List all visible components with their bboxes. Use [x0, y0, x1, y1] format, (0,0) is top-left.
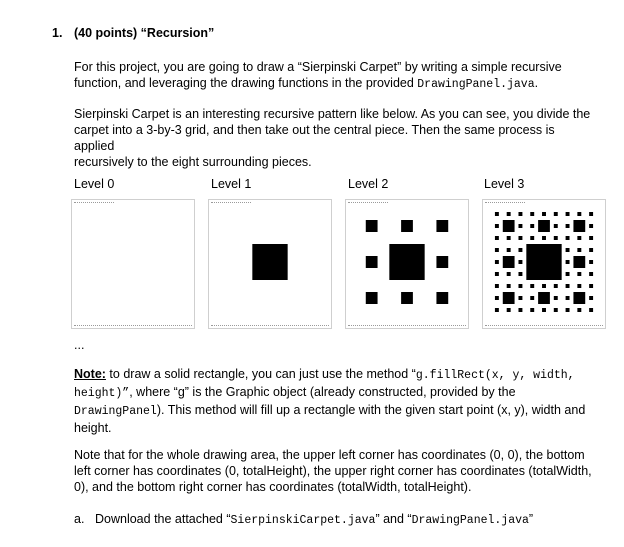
description-line-2: carpet into a 3-by-3 grid, and then take out the central piece. Then the same process is applied [74, 123, 555, 153]
carpet-square [507, 236, 511, 240]
carpet-square [252, 244, 287, 280]
intro-paragraph [74, 59, 594, 93]
carpet-square [589, 236, 593, 240]
carpet-square [566, 272, 570, 276]
carpet-square [518, 248, 522, 252]
carpet-square [554, 236, 558, 240]
carpet-square [566, 236, 570, 240]
carpet-square [589, 284, 593, 288]
carpet-square [573, 256, 585, 268]
carpet-square [566, 248, 570, 252]
carpet-panel-level-3 [482, 199, 606, 329]
intro-line-2: function, and leveraging the drawing functions in the provided DrawingPanel.java. [74, 76, 539, 91]
carpet-panel-level-2 [345, 199, 469, 329]
carpet-square [436, 256, 448, 268]
carpet-square [573, 220, 585, 232]
note-line-1: Note: to draw a solid rectangle, you can just use the method “g.fillRect(x, y, width, [74, 367, 575, 382]
fillrect-code: g.fillRect(x, y, width, [415, 369, 575, 382]
carpet-square [495, 248, 499, 252]
carpet-square [542, 308, 546, 312]
carpet-square [507, 248, 511, 252]
carpet-square [503, 220, 515, 232]
carpet-square [389, 244, 424, 280]
carpet-square [554, 284, 558, 288]
carpet-square [577, 308, 581, 312]
carpet-square [530, 284, 534, 288]
carpet-square [518, 272, 522, 276]
carpet-square [530, 224, 534, 228]
carpet-panel-level-1 [208, 199, 332, 329]
carpet-square [530, 308, 534, 312]
carpet-panel-level-0 [71, 199, 195, 329]
coords-line-3: 0), and the bottom right corner has coordinates (totalWidth, totalHeight). [74, 480, 472, 494]
carpet-square [573, 292, 585, 304]
carpet-square [538, 292, 550, 304]
carpet-square [577, 272, 581, 276]
carpet-square [495, 260, 499, 264]
drawingpanel-code: DrawingPanel.java [417, 78, 535, 91]
drawingpanel-file-code: DrawingPanel.java [411, 514, 529, 527]
carpet-square [495, 296, 499, 300]
carpet-square [589, 260, 593, 264]
carpet-square [589, 308, 593, 312]
carpet-square [566, 284, 570, 288]
carpet-square [526, 244, 561, 280]
carpet-square [554, 296, 558, 300]
carpet-square [589, 248, 593, 252]
carpet-square [518, 284, 522, 288]
carpet-square [554, 308, 558, 312]
carpet-square [589, 272, 593, 276]
task-a-text: Download the attached “SierpinskiCarpet.java” and “DrawingPanel.java” [95, 512, 534, 527]
carpet-square [401, 292, 413, 304]
carpet-drawing-0 [80, 208, 186, 316]
carpet-square [436, 220, 448, 232]
coords-line-1: Note that for the whole drawing area, the upper left corner has coordinates (0, 0), the bottom [74, 448, 585, 462]
carpet-square [566, 308, 570, 312]
carpet-square [530, 236, 534, 240]
panel-title-bar [211, 202, 251, 206]
description-line-1: Sierpinski Carpet is an interesting recursive pattern like below. As you can see, you divide the [74, 107, 591, 121]
description-line-3: recursively to the eight surrounding pieces. [74, 155, 312, 169]
carpet-drawing-3 [491, 208, 597, 316]
panel-title-bar [348, 202, 388, 206]
note-label: Note: [74, 367, 106, 381]
carpet-square [518, 236, 522, 240]
ellipsis: ... [74, 338, 85, 352]
carpet-square [518, 296, 522, 300]
carpet-square [495, 224, 499, 228]
carpet-square [495, 212, 499, 216]
carpet-square [507, 212, 511, 216]
carpet-square [507, 308, 511, 312]
carpet-square [542, 236, 546, 240]
note-paragraph [74, 366, 604, 436]
note-line-2: height)”, where “g” is the Graphic object (already constructed, provided by the [74, 385, 516, 400]
level-label-0: Level 0 [74, 177, 115, 191]
carpet-square [366, 256, 378, 268]
question-number: 1. [52, 26, 63, 40]
carpet-square [503, 256, 515, 268]
panel-status-bar [485, 321, 603, 326]
carpet-square [589, 212, 593, 216]
coords-line-2: left corner has coordinates (0, totalHeight), the upper right corner has coordinates (totalWidth, [74, 464, 592, 478]
carpet-square [503, 292, 515, 304]
carpet-drawing-2 [354, 208, 460, 316]
carpet-square [577, 284, 581, 288]
carpet-square [566, 212, 570, 216]
drawingpanel-code-2: DrawingPanel [74, 405, 157, 418]
note-line-4: height. [74, 421, 112, 435]
carpet-square [530, 296, 534, 300]
carpet-square [401, 220, 413, 232]
carpet-square [577, 248, 581, 252]
carpet-square [495, 284, 499, 288]
task-a-marker: a. [74, 512, 85, 526]
panel-title-bar [485, 202, 525, 206]
carpet-square [366, 220, 378, 232]
carpet-square [589, 296, 593, 300]
level-label-2: Level 2 [348, 177, 389, 191]
carpet-square [518, 224, 522, 228]
sierpinski-file-code: SierpinskiCarpet.java [230, 514, 376, 527]
carpet-square [577, 236, 581, 240]
carpet-square [495, 236, 499, 240]
level-label-3: Level 3 [484, 177, 525, 191]
carpet-square [507, 272, 511, 276]
carpet-square [507, 284, 511, 288]
carpet-square [554, 224, 558, 228]
question-title: (40 points) “Recursion” [74, 26, 215, 40]
intro-line-1: For this project, you are going to draw a “Sierpinski Carpet” by writing a simple recursive [74, 60, 562, 74]
coordinates-paragraph [74, 447, 604, 495]
carpet-square [518, 212, 522, 216]
carpet-square [538, 220, 550, 232]
carpet-square [566, 260, 570, 264]
carpet-square [495, 272, 499, 276]
carpet-square [436, 292, 448, 304]
carpet-square [530, 212, 534, 216]
note-line-3: DrawingPanel). This method will fill up a rectangle with the given start point (x, y), width and [74, 403, 586, 418]
panel-title-bar [74, 202, 114, 206]
carpet-square [542, 212, 546, 216]
carpet-square [566, 224, 570, 228]
panel-status-bar [74, 321, 192, 326]
level-label-1: Level 1 [211, 177, 252, 191]
carpet-square [518, 260, 522, 264]
carpet-square [589, 224, 593, 228]
carpet-drawing-1 [217, 208, 323, 316]
panel-status-bar [211, 321, 329, 326]
carpet-square [554, 212, 558, 216]
carpet-square [518, 308, 522, 312]
carpet-square [366, 292, 378, 304]
carpet-square [495, 308, 499, 312]
description-paragraph [74, 106, 594, 170]
panel-status-bar [348, 321, 466, 326]
carpet-square [566, 296, 570, 300]
carpet-square [542, 284, 546, 288]
carpet-square [577, 212, 581, 216]
